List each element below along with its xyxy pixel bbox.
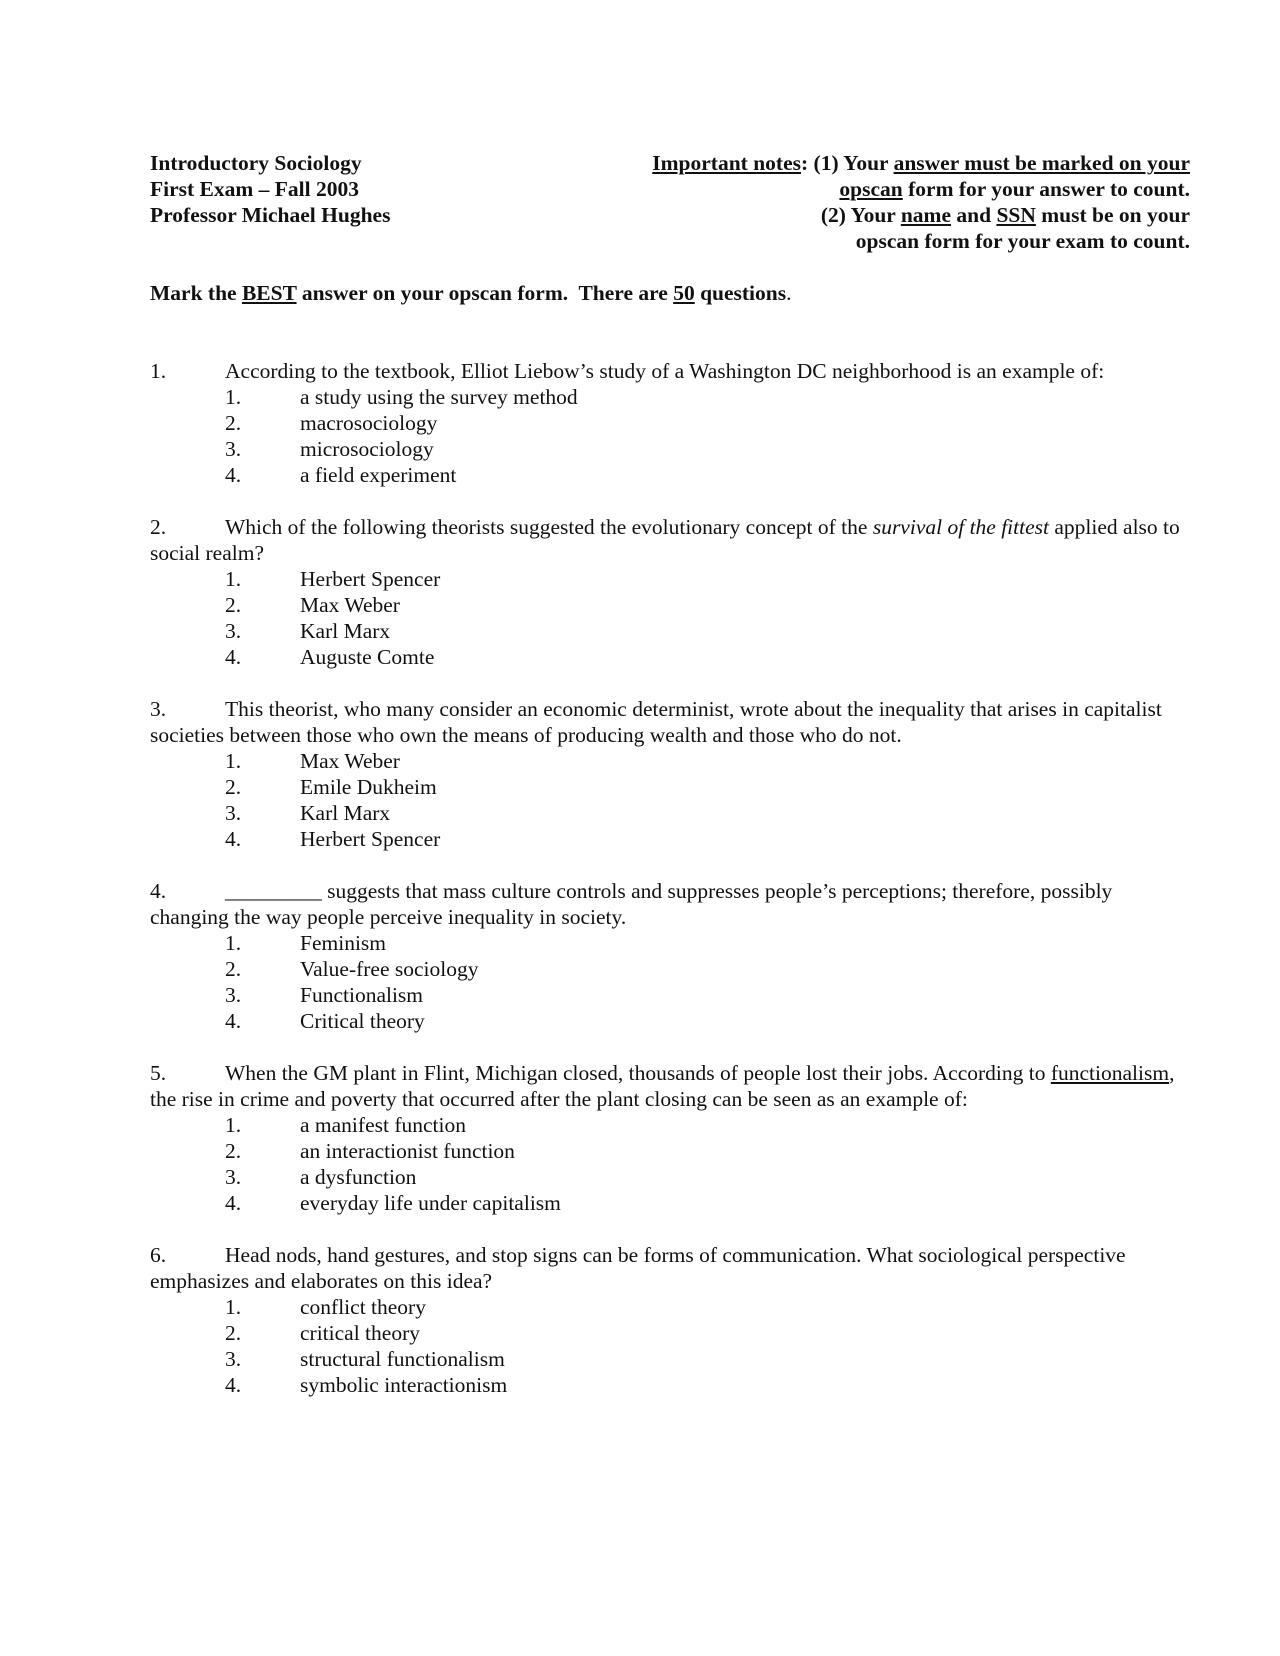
question-stem: [150, 696, 1190, 748]
question-text: Head nods, hand gestures, and stop signs can be forms of communication. What sociological perspective emphasizes and elaborates on this idea?: [150, 1243, 1126, 1293]
option-number: 1.: [225, 749, 242, 773]
answer-option: [150, 800, 1190, 826]
option-text: everyday life under capitalism: [300, 1191, 561, 1215]
question-6: [150, 1242, 1190, 1398]
answer-options: [150, 566, 1190, 670]
answer-option: [150, 384, 1190, 410]
answer-option: [150, 826, 1190, 852]
option-text: Max Weber: [300, 593, 400, 617]
option-text: Herbert Spencer: [300, 567, 441, 591]
answer-option: [150, 1294, 1190, 1320]
question-5: [150, 1060, 1190, 1216]
notes-n1-underlined: answer must be marked on your: [893, 151, 1190, 175]
question-stem: [150, 358, 1190, 384]
option-text: a dysfunction: [300, 1165, 417, 1189]
notes-n2-ssn: SSN: [996, 203, 1036, 227]
option-text: Max Weber: [300, 749, 400, 773]
option-text: Auguste Comte: [300, 645, 435, 669]
answer-option: [150, 982, 1190, 1008]
question-list: [150, 358, 1190, 1398]
answer-option: [150, 1164, 1190, 1190]
instr-period: .: [786, 281, 792, 305]
answer-options: [150, 1112, 1190, 1216]
question-text-italic: survival of the fittest: [872, 515, 1049, 539]
answer-options: [150, 384, 1190, 488]
option-number: 1.: [225, 385, 242, 409]
option-number: 3.: [225, 619, 242, 643]
question-stem: [150, 878, 1190, 930]
option-text: Value-free sociology: [300, 957, 479, 981]
option-text: a field experiment: [300, 463, 457, 487]
notes-n2-pre: (2) Your: [820, 203, 901, 227]
notes-colon: : (1) Your: [801, 151, 894, 175]
question-text: _________ suggests that mass culture controls and suppresses people’s perceptions; therefore, possibly changing the way people perceive inequality in society.: [150, 879, 1113, 929]
instr-count: 50: [673, 281, 695, 305]
question-number: 3.: [150, 697, 167, 721]
option-text: Herbert Spencer: [300, 827, 441, 851]
answer-option: [150, 592, 1190, 618]
notes-line-4: opscan form for your exam to count.: [855, 229, 1190, 253]
answer-option: [150, 1372, 1190, 1398]
instr-post: questions: [694, 281, 787, 305]
option-number: 3.: [225, 437, 242, 461]
option-number: 1.: [225, 567, 242, 591]
option-text: conflict theory: [300, 1295, 426, 1319]
notes-n2-name: name: [900, 203, 952, 227]
answer-option: [150, 644, 1190, 670]
option-text: Karl Marx: [300, 619, 391, 643]
question-text-post: , the rise in crime and poverty that occurred after the plant closing can be seen as an example of:: [150, 1061, 1175, 1111]
option-number: 2.: [225, 593, 242, 617]
notes-n2-post: must be on your: [1035, 203, 1190, 227]
notes-n2-mid: and: [951, 203, 997, 227]
question-text: This theorist, who many consider an economic determinist, wrote about the inequality that arises in capitalist societies between those who own the means of producing wealth and those who do not.: [150, 697, 1162, 747]
exam-page: [150, 150, 1190, 1424]
question-number: 5.: [150, 1061, 167, 1085]
course-title: Introductory Sociology: [150, 151, 362, 175]
answer-options: [150, 930, 1190, 1034]
option-number: 2.: [225, 1139, 242, 1163]
option-number: 2.: [225, 957, 242, 981]
question-text-pre: Which of the following theorists suggested the evolutionary concept of the: [225, 515, 873, 539]
option-text: an interactionist function: [300, 1139, 515, 1163]
answer-option: [150, 462, 1190, 488]
option-number: 4.: [225, 463, 242, 487]
answer-option: [150, 410, 1190, 436]
answer-option: [150, 1346, 1190, 1372]
question-stem: [150, 1242, 1190, 1294]
answer-option: [150, 930, 1190, 956]
answer-option: [150, 748, 1190, 774]
instr-mid: answer on your opscan form. There are: [296, 281, 674, 305]
question-text-post: applied also to social realm?: [150, 515, 1180, 565]
question-number: 6.: [150, 1243, 167, 1267]
question-number: 4.: [150, 879, 167, 903]
notes-line-1: [652, 150, 1190, 176]
option-number: 4.: [225, 1373, 242, 1397]
question-text-pre: When the GM plant in Flint, Michigan closed, thousands of people lost their jobs. According to: [225, 1061, 1051, 1085]
notes-n1-opscan: opscan: [839, 177, 903, 201]
option-number: 1.: [225, 1113, 242, 1137]
option-text: Functionalism: [300, 983, 424, 1007]
course-info: [150, 150, 390, 254]
option-text: a manifest function: [300, 1113, 466, 1137]
exam-header: [150, 150, 1190, 254]
option-text: macrosociology: [300, 411, 438, 435]
answer-option: [150, 774, 1190, 800]
notes-n1-rest: form for your answer to count.: [902, 177, 1190, 201]
option-number: 3.: [225, 983, 242, 1007]
question-4: [150, 878, 1190, 1034]
notes-line-2: [652, 176, 1190, 202]
option-text: Critical theory: [300, 1009, 425, 1033]
option-text: a study using the survey method: [300, 385, 578, 409]
question-2: [150, 514, 1190, 670]
option-number: 3.: [225, 801, 242, 825]
option-number: 2.: [225, 1321, 242, 1345]
option-text: Emile Dukheim: [300, 775, 437, 799]
option-number: 2.: [225, 411, 242, 435]
instr-pre: Mark the: [150, 281, 242, 305]
answer-option: [150, 1112, 1190, 1138]
instr-best: BEST: [241, 281, 297, 305]
important-notes: [652, 150, 1190, 254]
option-number: 3.: [225, 1347, 242, 1371]
exam-instructions: [150, 280, 1190, 306]
option-number: 4.: [225, 827, 242, 851]
exam-title: First Exam – Fall 2003: [150, 177, 360, 201]
answer-option: [150, 1138, 1190, 1164]
answer-options: [150, 1294, 1190, 1398]
question-number: 1.: [150, 359, 167, 383]
option-number: 4.: [225, 1009, 242, 1033]
answer-option: [150, 566, 1190, 592]
notes-label: Important notes: [652, 151, 801, 175]
option-number: 2.: [225, 775, 242, 799]
option-text: structural functionalism: [300, 1347, 505, 1371]
answer-options: [150, 748, 1190, 852]
answer-option: [150, 956, 1190, 982]
option-number: 1.: [225, 1295, 242, 1319]
option-number: 3.: [225, 1165, 242, 1189]
option-text: symbolic interactionism: [300, 1373, 508, 1397]
option-text: Karl Marx: [300, 801, 391, 825]
answer-option: [150, 436, 1190, 462]
professor-name: Professor Michael Hughes: [150, 203, 391, 227]
answer-option: [150, 1008, 1190, 1034]
answer-option: [150, 618, 1190, 644]
option-number: 1.: [225, 931, 242, 955]
question-stem: [150, 514, 1190, 566]
question-stem: [150, 1060, 1190, 1112]
option-number: 4.: [225, 1191, 242, 1215]
question-number: 2.: [150, 515, 167, 539]
option-text: Feminism: [300, 931, 387, 955]
notes-line-3: [652, 202, 1190, 228]
answer-option: [150, 1320, 1190, 1346]
question-text: According to the textbook, Elliot Liebow’s study of a Washington DC neighborhood is an example of:: [225, 359, 1105, 383]
question-1: [150, 358, 1190, 488]
question-3: [150, 696, 1190, 852]
option-text: critical theory: [300, 1321, 420, 1345]
question-text-underline: functionalism: [1050, 1061, 1170, 1085]
option-text: microsociology: [300, 437, 434, 461]
answer-option: [150, 1190, 1190, 1216]
option-number: 4.: [225, 645, 242, 669]
